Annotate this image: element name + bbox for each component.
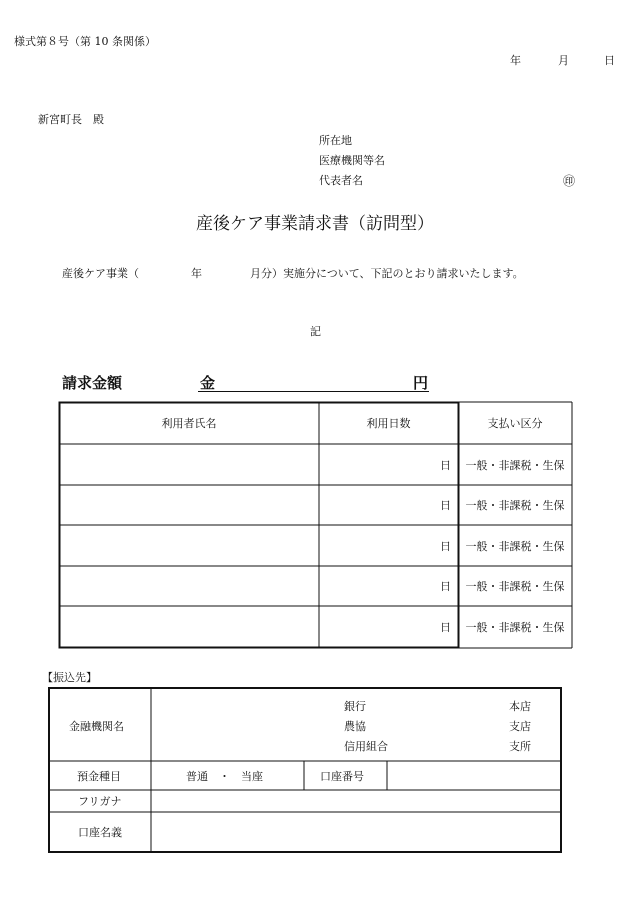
intro-prefix: 産後ケア事業（ bbox=[62, 267, 139, 280]
bank-table bbox=[49, 688, 561, 852]
header-usage-days: 利用日数 bbox=[366, 417, 411, 430]
seal-mark: ㊞ bbox=[563, 174, 576, 188]
furigana-field[interactable] bbox=[152, 790, 560, 812]
account-number-label: 口座番号 bbox=[320, 770, 364, 783]
amount-label: 請求金額 bbox=[62, 374, 123, 392]
form-code: 様式第８号（第 10 条関係） bbox=[14, 35, 156, 48]
usage-days-cell[interactable]: 日 bbox=[440, 580, 451, 593]
institution-name-label: 金融機関名 bbox=[69, 720, 124, 733]
facility-label: 医療機関等名 bbox=[319, 154, 385, 167]
institution-type-bank[interactable]: 銀行 bbox=[344, 700, 366, 713]
date-year-label: 年 bbox=[510, 54, 521, 67]
institution-type-ja[interactable]: 農協 bbox=[344, 720, 366, 733]
transfer-heading: 【振込先】 bbox=[42, 671, 97, 684]
user-name-cell[interactable] bbox=[59, 485, 319, 525]
header-payment-category: 支払い区分 bbox=[487, 417, 543, 430]
usage-days-cell[interactable]: 日 bbox=[440, 458, 451, 472]
date-month-label: 月 bbox=[558, 54, 569, 67]
user-name-cell[interactable] bbox=[59, 444, 319, 485]
payment-category-cell[interactable]: 一般・非課税・生保 bbox=[465, 458, 565, 472]
user-name-cell[interactable] bbox=[59, 606, 319, 648]
amount-kin: 金 bbox=[200, 374, 216, 392]
account-name-label: 口座名義 bbox=[78, 826, 122, 839]
table-row bbox=[59, 606, 572, 648]
institution-type-credit-union[interactable]: 信用組合 bbox=[344, 740, 388, 753]
payment-category-cell[interactable]: 一般・非課税・生保 bbox=[465, 621, 565, 634]
representative-label: 代表者名 bbox=[319, 174, 363, 187]
furigana-label: フリガナ bbox=[78, 795, 122, 808]
branch-type-sub-branch[interactable]: 支所 bbox=[509, 740, 531, 753]
user-name-cell[interactable] bbox=[59, 525, 319, 566]
account-number-field[interactable] bbox=[388, 762, 560, 790]
address-label: 所在地 bbox=[319, 134, 352, 147]
payment-category-cell[interactable]: 一般・非課税・生保 bbox=[465, 499, 565, 512]
user-name-cell[interactable] bbox=[59, 566, 319, 606]
users-table-header bbox=[59, 402, 572, 444]
header-user-name: 利用者氏名 bbox=[161, 417, 217, 430]
payment-category-cell[interactable]: 一般・非課税・生保 bbox=[465, 539, 565, 553]
amount-field-underline[interactable] bbox=[198, 391, 429, 392]
institution-name-field[interactable] bbox=[152, 688, 332, 760]
usage-days-cell[interactable]: 日 bbox=[440, 539, 451, 553]
table-row bbox=[59, 566, 572, 606]
usage-days-cell[interactable]: 日 bbox=[440, 621, 451, 634]
account-type-label: 預金種目 bbox=[77, 770, 121, 783]
usage-days-cell[interactable]: 日 bbox=[440, 499, 451, 512]
branch-type-head-office[interactable]: 本店 bbox=[509, 700, 531, 713]
intro-suffix: 月分）実施分について、下記のとおり請求いたします。 bbox=[250, 267, 524, 280]
addressee: 新宮町長 殿 bbox=[38, 113, 104, 126]
table-row bbox=[59, 485, 572, 525]
branch-type-branch[interactable]: 支店 bbox=[509, 720, 531, 733]
amount-yen: 円 bbox=[413, 374, 429, 392]
ki-mark: 記 bbox=[310, 325, 321, 338]
document-title: 産後ケア事業請求書（訪問型） bbox=[196, 214, 434, 234]
date-day-label: 日 bbox=[604, 54, 615, 67]
account-type-options[interactable]: 普通 ・ 当座 bbox=[186, 770, 263, 783]
table-row bbox=[59, 525, 572, 566]
account-name-field[interactable] bbox=[152, 812, 560, 851]
intro-year: 年 bbox=[191, 267, 202, 280]
table-row bbox=[59, 444, 572, 485]
payment-category-cell[interactable]: 一般・非課税・生保 bbox=[465, 580, 565, 593]
